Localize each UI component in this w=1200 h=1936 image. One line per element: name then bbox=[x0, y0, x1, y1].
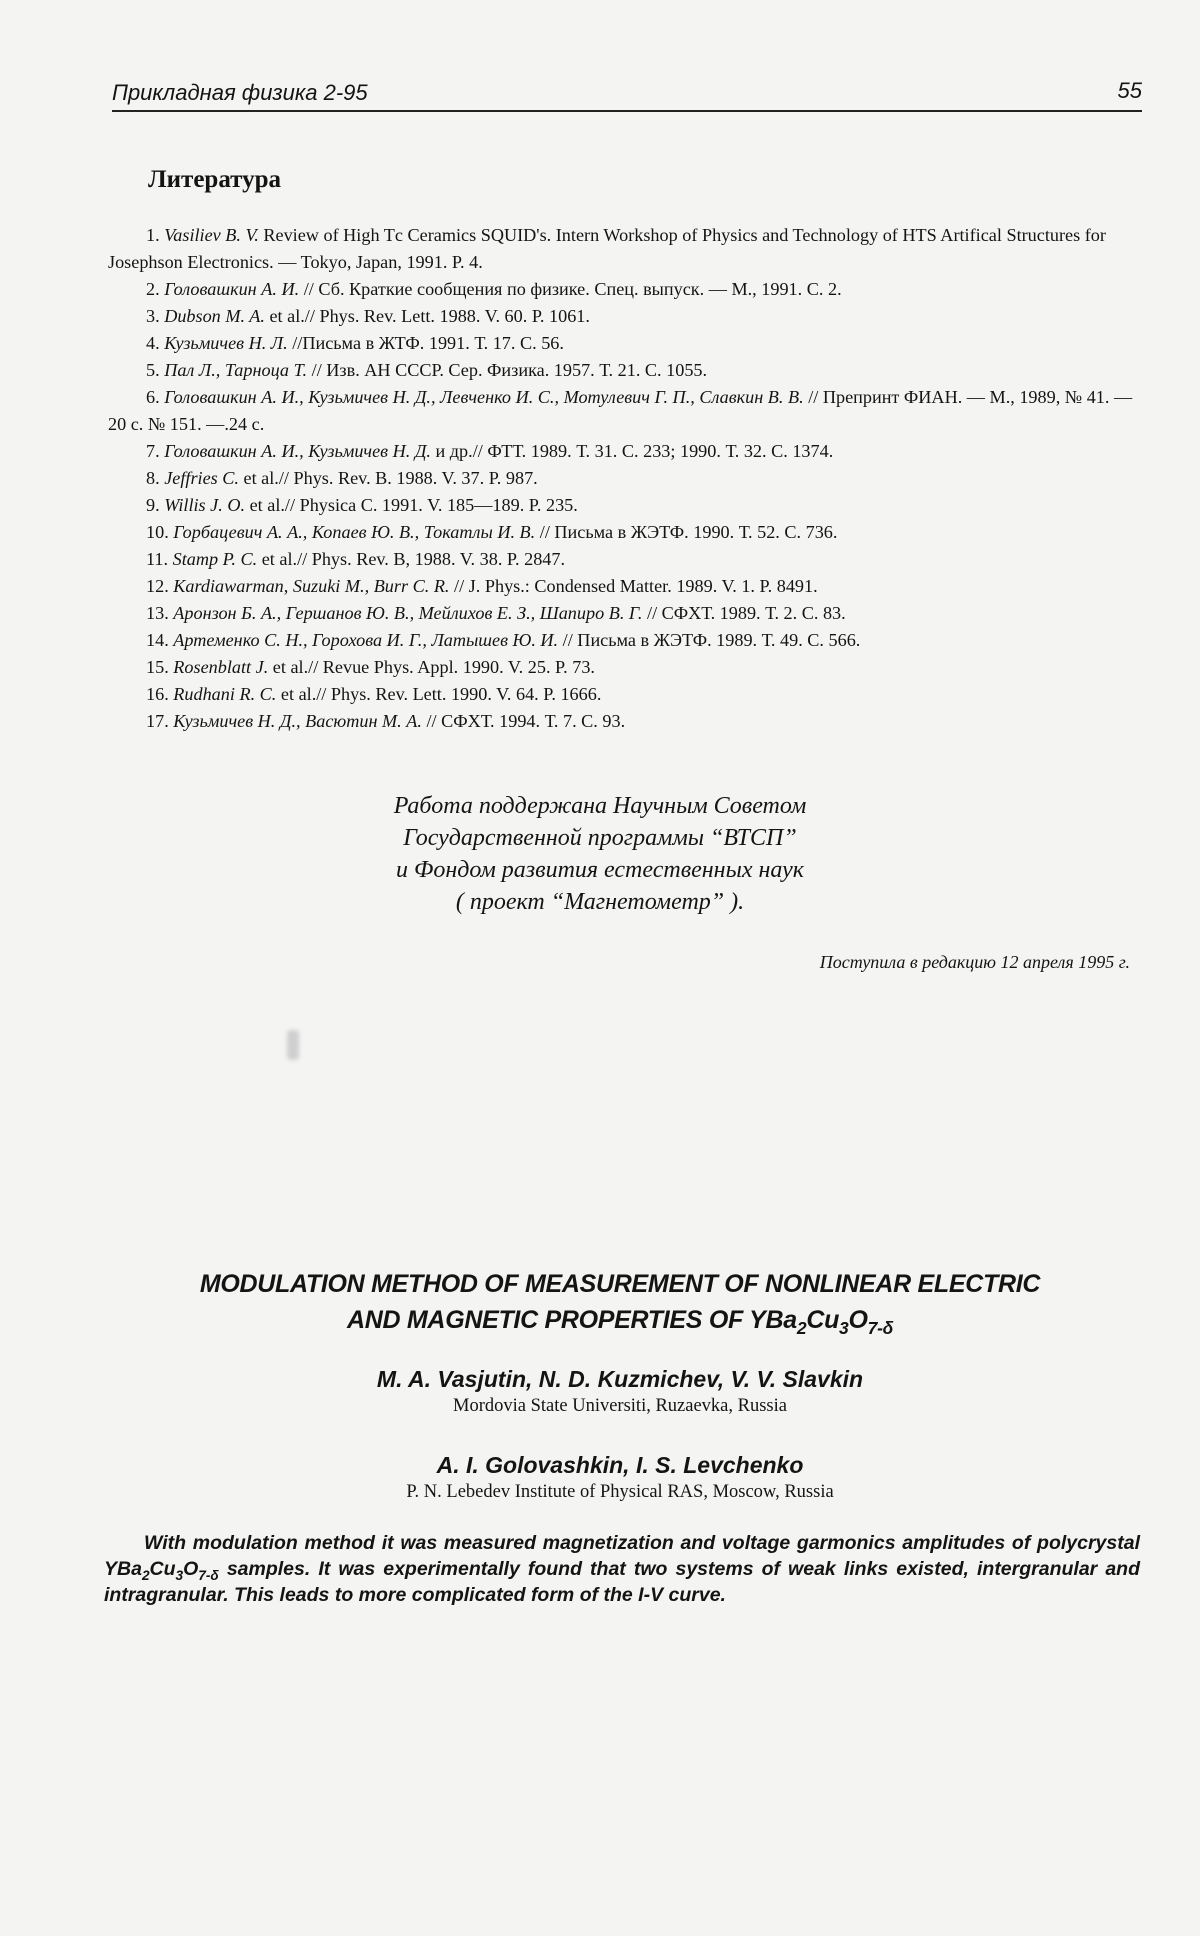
reference-number: 14. bbox=[146, 630, 169, 650]
reference-text: // Сб. Краткие сообщения по физике. Спец. выпуск. — М., 1991. С. 2. bbox=[303, 279, 842, 299]
abstract-text: samples. It was experimentally found that two systems of weak links existed, intergranular and intragranular. This leads to more complicated form of the I-V curve. bbox=[104, 1558, 1140, 1606]
received-date: Поступила в редакцию 12 апреля 1995 г. bbox=[819, 952, 1130, 972]
article-title bbox=[100, 1266, 1140, 1338]
reference-authors: Rudhani R. C. bbox=[173, 684, 277, 704]
reference-number: 3. bbox=[146, 306, 160, 326]
support-note bbox=[300, 790, 900, 918]
abstract-sub: 7-δ bbox=[198, 1567, 219, 1583]
reference-authors: Rosenblatt J. bbox=[173, 657, 269, 677]
reference-authors: Vasiliev B. V. bbox=[164, 225, 259, 245]
reference-text: // Препринт ФИАН. — М., 1989, № 41. — 20 с. № 151. —.24 с. bbox=[108, 387, 1133, 434]
reference-authors: Артеменко С. Н., Горохова И. Г., Латышев Ю. И. bbox=[173, 630, 559, 650]
abstract-formula-part: Cu bbox=[149, 1558, 176, 1580]
reference-number: 10. bbox=[146, 522, 169, 542]
reference-item bbox=[108, 600, 1138, 627]
reference-item bbox=[108, 438, 1138, 465]
reference-item bbox=[108, 384, 1138, 438]
reference-item bbox=[108, 222, 1138, 276]
references-list bbox=[108, 222, 1138, 735]
reference-text: et al.// Phys. Rev. Lett. 1990. V. 64. P. 1666. bbox=[280, 684, 602, 704]
reference-authors: Jeffries C. bbox=[164, 468, 239, 488]
author-names: A. I. Golovashkin, I. S. Levchenko bbox=[436, 1452, 804, 1478]
title-sub: 7-δ bbox=[867, 1318, 893, 1338]
reference-text: //Письма в ЖТФ. 1991. Т. 17. С. 56. bbox=[292, 333, 564, 353]
author-names: M. A. Vasjutin, N. D. Kuzmichev, V. V. Slavkin bbox=[376, 1366, 864, 1392]
reference-text: et al.// Revue Phys. Appl. 1990. V. 25. P. 73. bbox=[272, 657, 595, 677]
reference-item bbox=[108, 573, 1138, 600]
reference-number: 6. bbox=[146, 387, 160, 407]
reference-item bbox=[108, 465, 1138, 492]
reference-text: // СФХТ. 1989. Т. 2. С. 83. bbox=[647, 603, 846, 623]
reference-text: Review of High Tс Ceramics SQUID's. Intern Workshop of Physics and Technology of HTS Artifical Structures for Josephson Electronics. — Tokyo, Japan, 1991. P. 4. bbox=[108, 225, 1106, 272]
reference-number: 2. bbox=[146, 279, 160, 299]
abstract bbox=[104, 1530, 1140, 1608]
reference-number: 12. bbox=[146, 576, 169, 596]
title-sub: 2 bbox=[796, 1318, 807, 1338]
support-line: и Фондом развития естественных наук bbox=[396, 857, 804, 883]
abstract-sub: 3 bbox=[175, 1567, 184, 1583]
reference-item bbox=[108, 330, 1138, 357]
support-line: Государственной программы “ВТСП” bbox=[403, 825, 797, 851]
title-formula-part: Cu bbox=[806, 1306, 840, 1334]
reference-text: et al.// Phys. Rev. B, 1988. V. 38. P. 2847. bbox=[261, 549, 566, 569]
reference-text: // Изв. АН СССР. Сер. Физика. 1957. Т. 21. С. 1055. bbox=[311, 360, 708, 380]
reference-number: 1. bbox=[146, 225, 160, 245]
author-block-1 bbox=[100, 1364, 1140, 1418]
running-header bbox=[112, 76, 1142, 112]
reference-item bbox=[108, 303, 1138, 330]
reference-number: 17. bbox=[146, 711, 169, 731]
journal-title: Прикладная физика 2-95 bbox=[112, 80, 368, 105]
reference-number: 16. bbox=[146, 684, 169, 704]
reference-authors: Кузьмичев Н. Д., Васютин М. А. bbox=[173, 711, 422, 731]
reference-number: 15. bbox=[146, 657, 169, 677]
reference-number: 7. bbox=[146, 441, 160, 461]
reference-authors: Кузьмичев Н. Л. bbox=[164, 333, 288, 353]
reference-text: и др.// ФТТ. 1989. Т. 31. С. 233; 1990. Т. 32. С. 1374. bbox=[435, 441, 834, 461]
reference-number: 13. bbox=[146, 603, 169, 623]
reference-item bbox=[108, 546, 1138, 573]
reference-item bbox=[108, 276, 1138, 303]
abstract-text: With modulation method it was measured magnetization and voltage garmonics amplitudes of polycrystal YBa bbox=[104, 1532, 1140, 1580]
reference-text: et al.// Phys. Rev. B. 1988. V. 37. P. 987. bbox=[243, 468, 538, 488]
reference-authors: Аронзон Б. А., Гершанов Ю. В., Мейлихов Е. З., Шапиро В. Г. bbox=[173, 603, 643, 623]
reference-authors: Kardiawarman, Suzuki M., Burr C. R. bbox=[173, 576, 450, 596]
reference-item bbox=[108, 492, 1138, 519]
reference-text: // СФХТ. 1994. Т. 7. С. 93. bbox=[426, 711, 626, 731]
abstract-formula-part: O bbox=[183, 1558, 199, 1580]
reference-item bbox=[108, 708, 1138, 735]
reference-authors: Stamp P. C. bbox=[172, 549, 258, 569]
reference-authors: Willis J. O. bbox=[164, 495, 246, 515]
reference-number: 4. bbox=[146, 333, 160, 353]
support-line: ( проект “Магнетометр” ). bbox=[455, 889, 745, 915]
reference-text: // Письма в ЖЭТФ. 1989. Т. 49. С. 566. bbox=[562, 630, 861, 650]
title-prefix: AND MAGNETIC PROPERTIES OF YBa bbox=[347, 1306, 797, 1334]
reference-item bbox=[108, 681, 1138, 708]
author-block-2 bbox=[100, 1450, 1140, 1504]
reference-authors: Dubson M. A. bbox=[164, 306, 265, 326]
title-sub: 3 bbox=[839, 1318, 849, 1338]
reference-authors: Пал Л., Тарноца Т. bbox=[164, 360, 308, 380]
article-title-line2 bbox=[100, 1302, 1140, 1338]
reference-number: 5. bbox=[146, 360, 160, 380]
title-formula-part: O bbox=[848, 1306, 868, 1334]
reference-authors: Горбацевич А. А., Копаев Ю. В., Токатлы И. В. bbox=[173, 522, 536, 542]
reference-number: 8. bbox=[146, 468, 160, 488]
reference-authors: Головашкин А. И. bbox=[164, 279, 300, 299]
page-number: 55 bbox=[1117, 78, 1142, 103]
reference-item bbox=[108, 654, 1138, 681]
reference-text: // Письма в ЖЭТФ. 1990. Т. 52. С. 736. bbox=[539, 522, 838, 542]
reference-text: // J. Phys.: Condensed Matter. 1989. V. 1. P. 8491. bbox=[454, 576, 818, 596]
reference-item bbox=[108, 627, 1138, 654]
author-affiliation: P. N. Lebedev Institute of Physical RAS, Moscow, Russia bbox=[406, 1482, 834, 1502]
reference-text: et al.// Phys. Rev. Lett. 1988. V. 60. P. 1061. bbox=[269, 306, 590, 326]
reference-authors: Головашкин А. И., Кузьмичев Н. Д., Левченко И. С., Мотулевич Г. П., Славкин В. В. bbox=[164, 387, 804, 407]
abstract-sub: 2 bbox=[141, 1567, 150, 1583]
scan-artifact bbox=[287, 1030, 299, 1060]
author-affiliation: Mordovia State Universiti, Ruzaevka, Russia bbox=[453, 1396, 787, 1416]
reference-item bbox=[108, 519, 1138, 546]
reference-number: 9. bbox=[146, 495, 160, 515]
reference-item bbox=[108, 357, 1138, 384]
support-line: Работа поддержана Научным Советом bbox=[393, 793, 807, 819]
reference-authors: Головашкин А. И., Кузьмичев Н. Д. bbox=[164, 441, 431, 461]
reference-text: et al.// Physica C. 1991. V. 185—189. P. 235. bbox=[249, 495, 578, 515]
reference-number: 11. bbox=[146, 549, 169, 569]
references-heading: Литература bbox=[148, 166, 282, 193]
article-title-line1: MODULATION METHOD OF MEASUREMENT OF NONLINEAR ELECTRIC bbox=[199, 1270, 1041, 1298]
